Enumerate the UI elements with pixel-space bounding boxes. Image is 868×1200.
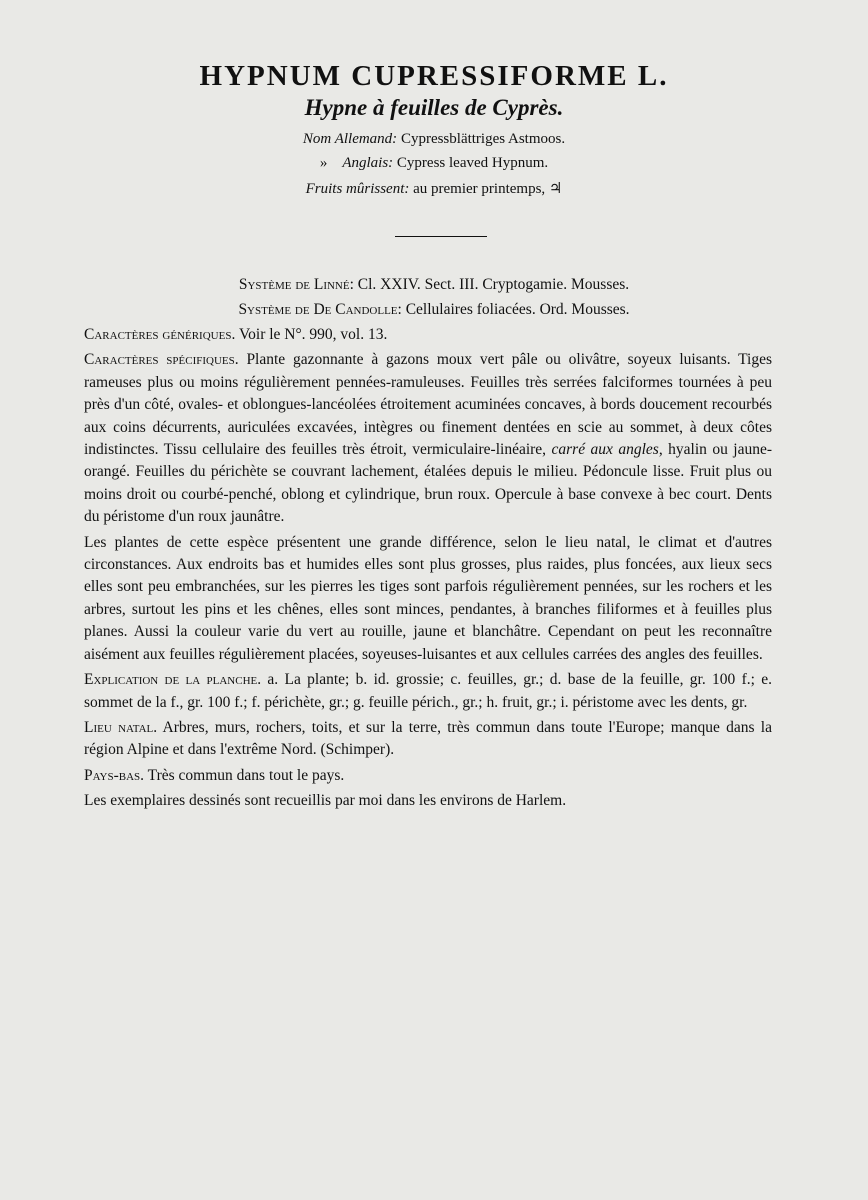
page-subtitle: Hypne à feuilles de Cyprès.: [304, 95, 564, 120]
specific-characters-text-1: Plante gazonnante à gazons moux vert pâle ou olivâtre, soyeux luisants. Tiges rameuses plus ou moins régulièrement pennées-ramuleuses. Feuilles très serrées falciformes tournées à peu près d'un côté, ovales- et oblongues-lancéolées étroitement acuminées concaves, à bords doucement recourbés aux coins décurrents, auriculées excavées, intègres ou finement dentées en scie au sommet, à deux côtes indistinctes. Tissu cellulaire des feuilles très étroit, vermiculaire-linéaire,: [84, 351, 773, 459]
english-name-value: Cypress leaved Hypnum.: [396, 155, 549, 171]
netherlands-paragraph: [84, 765, 772, 787]
habitat-label: Lieu natal.: [84, 718, 158, 736]
fruiting-value: au premier printemps, ♃: [413, 181, 563, 197]
linnaeus-system-line: [0, 276, 868, 294]
netherlands-label: Pays-bas.: [84, 766, 145, 784]
fruiting-label: Fruits mûrissent:: [305, 181, 410, 197]
netherlands-text: Très commun dans tout le pays.: [147, 766, 345, 784]
specific-characters-label: Caractères spécifiques.: [84, 351, 239, 369]
page-title: HYPNUM CUPRESSIFORME L.: [199, 60, 669, 92]
plate-explanation-paragraph: [84, 669, 772, 714]
specific-characters-emphasis: carré aux angles: [551, 441, 659, 459]
german-name-label: Nom Allemand:: [302, 131, 398, 147]
specific-characters-paragraph: [84, 349, 772, 528]
description-body: [84, 324, 772, 816]
generic-characters-text: Voir le N°. 990, vol. 13.: [238, 326, 388, 343]
divider-rule: [395, 236, 487, 237]
ditto-mark: »: [319, 155, 328, 171]
variation-paragraph: [84, 532, 772, 666]
plate-explanation-text: a. La plante; b. id. grossie; c. feuilles, gr.; d. base de la feuille, gr. 100 f.; e. sommet de la f., gr. 100 f.; f. périchète, gr.; g. feuille périch., gr.; h. fruit, gr.; i. péristome avec les dents, gr.: [84, 671, 772, 711]
linnaeus-label: Système de Linné:: [238, 276, 354, 293]
candolle-value: Cellulaires foliacées. Ord. Mousses.: [405, 301, 630, 318]
habitat-text: Arbres, murs, rochers, toits, et sur la terre, très commun dans toute l'Europe; manque dans la région Alpine et dans l'extrême Nord. (Schimper).: [84, 718, 772, 759]
english-name-label: Anglais:: [342, 155, 394, 171]
plate-explanation-label: Explication de la planche.: [84, 671, 262, 689]
variation-text: Les plantes de cette espèce présentent une grande différence, selon le lieu natal, le climat et d'autres circonstances. Aux endroits bas et humides elles sont plus grosses, plus raides, plus foncées, aux lieux secs elles sont peu embranchées, sur les pierres les tiges sont parfois régulièrement pennées, sur les rochers et les arbres, surtout les pins et les chênes, elles sont minces, pendantes, à branches filiformes et à feuilles plus planes. Aussi la couleur varie du vert au rouille, jaune et blanchâtre. Cependant on peut les reconnaître aisément aux feuilles régulièrement placées, soyeuses-luisantes et aux cellules carrées des angles des feuilles.: [84, 533, 772, 663]
candolle-system-line: [0, 301, 868, 319]
linnaeus-value: Cl. XXIV. Sect. III. Cryptogamie. Mousses.: [357, 276, 630, 293]
candolle-label: Système de De Candolle:: [238, 301, 402, 318]
generic-characters-paragraph: [84, 324, 772, 346]
english-name-line: [0, 155, 868, 172]
generic-characters-label: Caractères génériques.: [84, 326, 236, 343]
fruiting-line: [0, 179, 868, 198]
specimens-text: Les exemplaires dessinés sont recueillis par moi dans les environs de Harlem.: [84, 792, 567, 810]
habitat-paragraph: [84, 717, 772, 762]
german-name-line: [0, 131, 868, 148]
german-name-value: Cypressblättriges Astmoos.: [400, 131, 566, 147]
specimens-paragraph: [84, 790, 772, 812]
specific-characters-text-2: , hyalin ou jaune-orangé. Feuilles du périchète se couvrant lachement, étalées depuis le milieu. Pédoncule lisse. Fruit plus ou moins droit ou courbé-penché, oblong et cylindrique, brun roux. Opercule à base convexe à bec court. Dents du péristome d'un roux jaunâtre.: [84, 441, 772, 526]
